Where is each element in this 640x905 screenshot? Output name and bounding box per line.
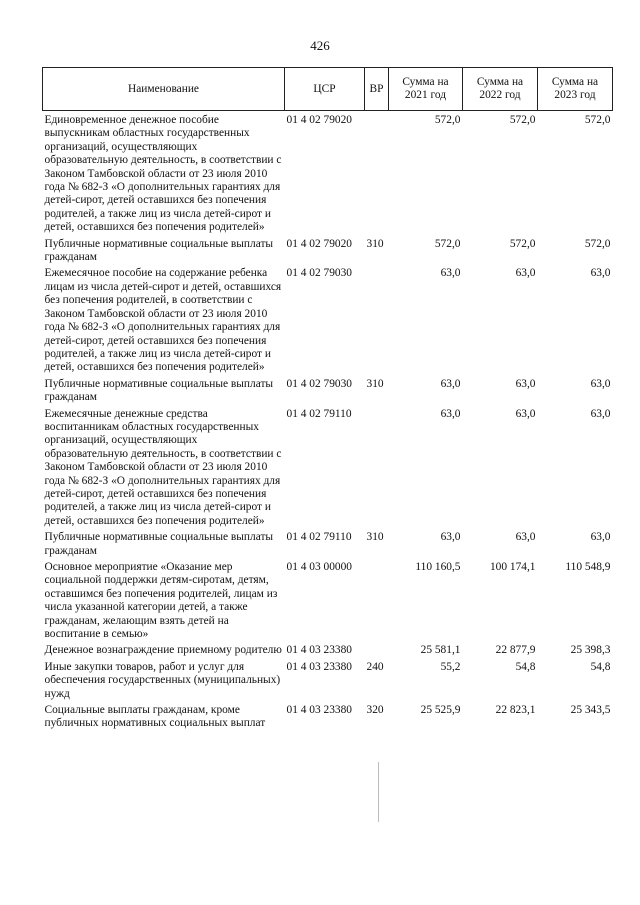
table-row: [43, 238, 613, 268]
row-sum-2021: 25 581,1: [420, 644, 461, 657]
row-sum-2023: 54,8: [590, 660, 611, 673]
row-sum-2023: 63,0: [590, 377, 611, 390]
table-row: [43, 561, 613, 644]
row-csr: 01 4 02 79110: [286, 407, 352, 420]
row-vr: [365, 561, 389, 644]
table-row: [43, 408, 613, 532]
row-sum-2021: 63,0: [440, 407, 461, 420]
row-name: Единовременное денежное пособие выпускникам областных государственных организаций, осуществляющих образовательную деятельность, в соответствии с Законом Тамбовской области от 23 июля 2010 года № 682-З «О дополнительных гарантиях для детей-сирот, детей оставшихся без попечения родителей, а также лиц из числа детей-сирот и детей, оставшихся без попечения родителей»: [44, 114, 282, 234]
budget-table: [42, 67, 613, 734]
row-sum-2022: 572,0: [509, 237, 536, 250]
table-row: [43, 661, 613, 704]
table-header-row: [43, 68, 613, 111]
row-vr: [365, 111, 389, 238]
header-vr: ВР: [365, 68, 389, 111]
row-sum-2023: 110 548,9: [565, 561, 611, 573]
row-sum-2023: 25 343,5: [570, 704, 611, 717]
row-sum-2021: 55,2: [440, 660, 461, 673]
row-name: Основное мероприятие «Оказание мер социальной поддержки детям-сиротам, детям, оставшимся без попечения родителей, лицам из числа указанной категории детей, а также гражданам, желающим взять детей на воспитание в семью»: [44, 561, 278, 641]
row-vr: 310: [366, 237, 384, 250]
row-name: Иные закупки товаров, работ и услуг для обеспечения государственных (муниципальных) нужд: [44, 660, 281, 700]
table-row: [43, 531, 613, 561]
row-sum-2023: 63,0: [590, 267, 611, 280]
row-name: Публичные нормативные социальные выплаты гражданам: [44, 531, 274, 557]
header-sum-2023: Сумма на 2023 год: [538, 68, 613, 111]
header-sum-2022: Сумма на 2022 год: [463, 68, 538, 111]
table-row: [43, 644, 613, 660]
row-csr: 01 4 03 23380: [286, 704, 352, 717]
row-vr: [365, 408, 389, 532]
row-sum-2022: 63,0: [515, 407, 536, 420]
row-sum-2023: 572,0: [584, 114, 611, 126]
table-row: [43, 704, 613, 734]
row-sum-2021: 110 160,5: [415, 561, 461, 573]
row-sum-2021: 572,0: [434, 237, 461, 250]
row-vr: [365, 267, 389, 377]
header-csr: ЦСР: [285, 68, 365, 111]
table-row: [43, 378, 613, 408]
row-name: Социальные выплаты гражданам, кроме публичных нормативных социальных выплат: [44, 704, 266, 730]
row-csr: 01 4 02 79020: [286, 114, 352, 126]
row-sum-2022: 63,0: [515, 531, 536, 544]
row-name: Денежное вознаграждение приемному родителю: [44, 644, 282, 657]
row-csr: 01 4 02 79020: [286, 237, 352, 250]
row-sum-2023: 572,0: [584, 237, 611, 250]
row-csr: 01 4 02 79030: [286, 377, 352, 390]
row-vr: 310: [366, 531, 384, 544]
header-name: Наименование: [43, 68, 285, 111]
row-vr: [365, 644, 389, 660]
row-name: Публичные нормативные социальные выплаты гражданам: [44, 377, 274, 404]
budget-table-container: [42, 67, 612, 734]
row-sum-2022: 100 174,1: [489, 561, 536, 573]
row-vr: 310: [366, 377, 384, 390]
row-sum-2021: 572,0: [434, 114, 461, 126]
row-sum-2022: 22 823,1: [495, 704, 536, 717]
scan-artifact-mark: [378, 762, 379, 822]
table-row: [43, 111, 613, 238]
row-sum-2023: 63,0: [590, 531, 611, 544]
row-vr: 320: [366, 704, 384, 717]
row-csr: 01 4 02 79030: [286, 267, 352, 280]
row-sum-2021: 63,0: [440, 531, 461, 544]
row-name: Публичные нормативные социальные выплаты гражданам: [44, 237, 274, 264]
row-csr: 01 4 02 79110: [286, 531, 352, 544]
row-sum-2022: 54,8: [515, 660, 536, 673]
table-row: [43, 267, 613, 377]
row-sum-2022: 572,0: [509, 114, 536, 126]
row-name: Ежемесячное пособие на содержание ребенка лицам из числа детей-сирот и детей, оставшихся без попечения родителей, в соответствии с Законом Тамбовской области от 23 июля 2010 года № 682-З «О дополнительных гарантиях для детей-сирот, детей оставшихся без попечения родителей, а также лиц из числа детей-сирот и детей, оставшихся без попечения родителей»: [44, 267, 282, 374]
row-vr: 240: [366, 660, 384, 673]
row-sum-2021: 63,0: [440, 377, 461, 390]
row-sum-2021: 63,0: [440, 267, 461, 280]
row-sum-2023: 63,0: [590, 407, 611, 420]
row-csr: 01 4 03 00000: [286, 561, 352, 573]
row-sum-2021: 25 525,9: [420, 704, 461, 717]
row-sum-2022: 63,0: [515, 267, 536, 280]
row-csr: 01 4 03 23380: [286, 660, 352, 673]
row-name: Ежемесячные денежные средства воспитанникам областных государственных организаций, осуществляющих образовательную деятельность, в соответствии с Законом Тамбовской области от 23 июля 2010 года № 682-З «О дополнительных гарантиях для детей-сирот, детей оставшихся без попечения родителей, а также лиц из числа детей-сирот и детей, оставшихся без попечения родителей»: [44, 407, 282, 527]
row-sum-2022: 22 877,9: [495, 644, 536, 657]
page-number: 426: [310, 38, 330, 53]
header-sum-2021: Сумма на 2021 год: [389, 68, 463, 111]
row-sum-2022: 63,0: [515, 377, 536, 390]
row-csr: 01 4 03 23380: [286, 644, 352, 657]
row-sum-2023: 25 398,3: [570, 644, 611, 657]
